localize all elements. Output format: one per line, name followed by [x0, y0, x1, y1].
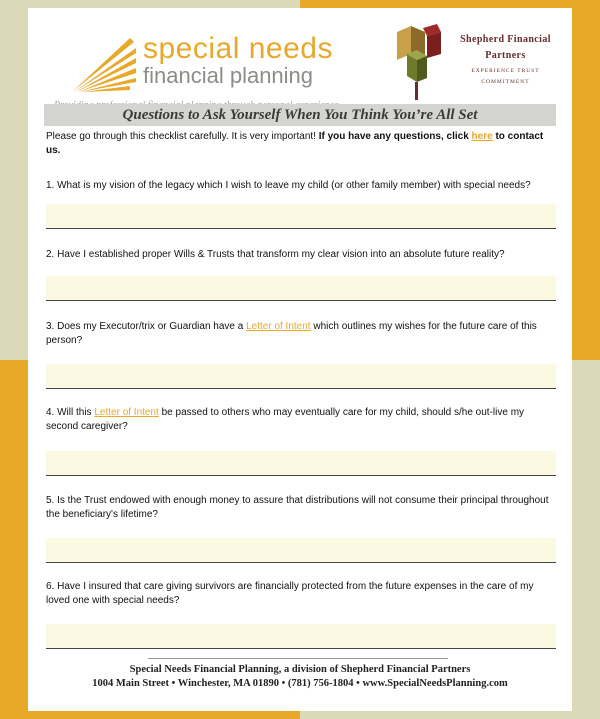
- shepherd-cubes-icon: [393, 24, 443, 104]
- question-3: [46, 320, 556, 348]
- letter-of-intent-link[interactable]: Letter of Intent: [246, 321, 311, 332]
- question-text: 1. What is my vision of the legacy which I wish to leave my child (or other family member) with special needs?: [46, 180, 531, 191]
- answer-field-2[interactable]: [46, 276, 556, 301]
- partner-name-line1: Shepherd Financial: [460, 34, 551, 45]
- answer-field-4[interactable]: [46, 451, 556, 476]
- partner-name-line2: Partners: [485, 50, 526, 61]
- brand-name-line2: financial planning: [143, 63, 314, 88]
- intro-bold-text: If you have any questions, click: [318, 131, 472, 142]
- question-4: [46, 406, 556, 434]
- partner-tag-line1: EXPERIENCE TRUST: [471, 68, 540, 74]
- question-1: [46, 179, 556, 193]
- question-text-continued: be passed to others who may eventually care for my child, should s/he out-live my second caregiver?: [46, 407, 525, 432]
- footer-contact: 1004 Main Street • Winchester, MA 01890 • (781) 756-1804 • www.SpecialNeedsPlanning.com: [92, 678, 508, 689]
- footer-divider: [148, 658, 448, 659]
- question-2: [46, 248, 556, 262]
- question-text: 5. Is the Trust endowed with enough money to assure that distributions will not consume their principal throughout the beneficiary's lifetime?: [46, 495, 549, 520]
- question-6: [46, 580, 556, 608]
- question-text-continued: which outlines my wishes for the future care of this person?: [46, 321, 537, 346]
- partner-tag-line2: COMMITMENT: [481, 79, 530, 85]
- question-text: 4. Will this: [46, 407, 95, 418]
- answer-field-1[interactable]: [46, 204, 556, 229]
- partner-name: [443, 32, 568, 64]
- wing-icon: [70, 34, 138, 94]
- brand-name-line1: special needs: [143, 32, 333, 65]
- letter-of-intent-link[interactable]: Letter of Intent: [94, 407, 159, 418]
- question-5: [46, 494, 556, 522]
- special-needs-logo: [48, 20, 408, 104]
- intro-paragraph: [46, 130, 558, 158]
- intro-text: Please go through this checklist carefully. It is very important!: [46, 131, 319, 142]
- intro-bold-text-end: to contact us.: [46, 131, 544, 156]
- shepherd-financial-logo: [393, 20, 568, 110]
- footer-company: Special Needs Financial Planning, a division of Shepherd Financial Partners: [129, 664, 471, 675]
- answer-field-3[interactable]: [46, 364, 556, 389]
- contact-link[interactable]: here: [471, 131, 493, 142]
- answer-field-5[interactable]: [46, 538, 556, 563]
- checklist-page: [28, 8, 572, 711]
- partner-tagline: [443, 66, 568, 88]
- page-title: Questions to Ask Yourself When You Think You’re All Set: [44, 104, 556, 126]
- question-text: 2. Have I established proper Wills & Trusts that transform my clear vision into an absolute future reality?: [46, 249, 505, 260]
- question-text: 6. Have I insured that care giving survivors are financially protected from the future expenses in the care of my loved one with special needs?: [46, 581, 534, 606]
- answer-field-6[interactable]: [46, 624, 556, 649]
- question-text: 3. Does my Executor/trix or Guardian have a: [46, 321, 247, 332]
